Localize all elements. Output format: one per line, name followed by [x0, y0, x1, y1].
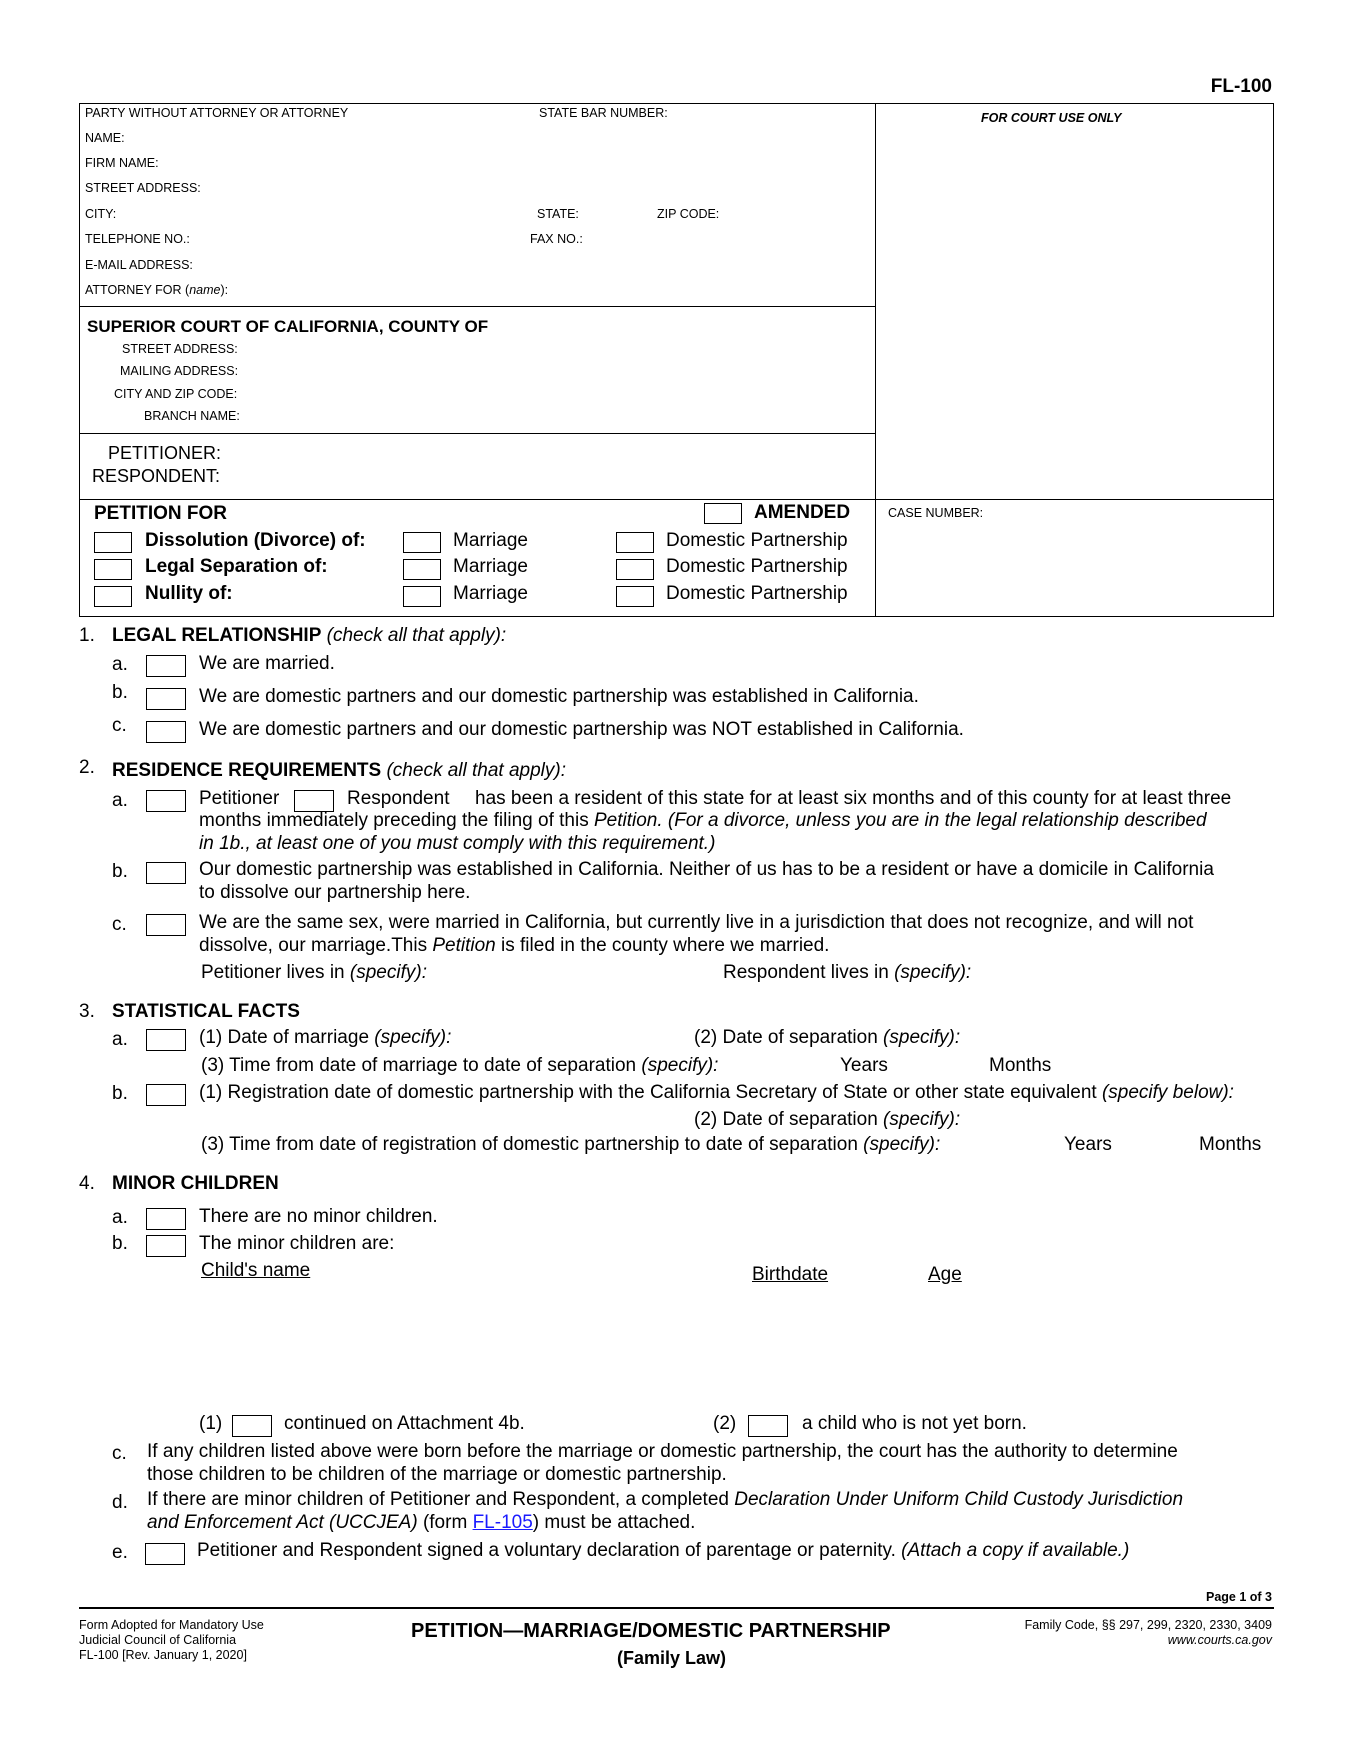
- col-childs-name: Child's name: [201, 1260, 311, 1281]
- nullity-label: Nullity of:: [145, 583, 233, 604]
- s2a-text: has been a resident of this state for at least six months and of this county for at least three: [475, 788, 1232, 809]
- s4b-checkbox[interactable]: [146, 1235, 186, 1257]
- separation-dp-label: Domestic Partnership: [666, 556, 848, 577]
- s2c-checkbox[interactable]: [146, 914, 186, 936]
- s1a-text: We are married.: [199, 653, 335, 674]
- s3-heading: STATISTICAL FACTS: [112, 1001, 300, 1022]
- attorney-for-label[interactable]: ATTORNEY FOR (name):: [85, 283, 229, 297]
- zip-code-label[interactable]: ZIP CODE:: [657, 207, 720, 221]
- s2a-checkbox[interactable]: [146, 790, 186, 812]
- separation-dp-checkbox[interactable]: [616, 559, 654, 580]
- continued-attachment-checkbox[interactable]: [232, 1415, 272, 1437]
- separation-marriage-checkbox[interactable]: [403, 559, 441, 580]
- s4e-checkbox[interactable]: [145, 1543, 185, 1565]
- respondent-lives-in[interactable]: Respondent lives in (specify):: [723, 962, 972, 983]
- s1c-text: We are domestic partners and our domestic partnership was NOT established in California.: [199, 719, 964, 740]
- col-age: Age: [928, 1264, 962, 1285]
- code-citation: Family Code, §§ 297, 299, 2320, 2330, 3409 www.courts.ca.gov: [1024, 1618, 1272, 1647]
- s1b-checkbox[interactable]: [146, 688, 186, 710]
- s2-heading: RESIDENCE REQUIREMENTS (check all that apply):: [112, 760, 567, 781]
- city-label[interactable]: CITY:: [85, 207, 117, 221]
- nullity-dp-label: Domestic Partnership: [666, 583, 848, 604]
- nullity-dp-checkbox[interactable]: [616, 586, 654, 607]
- s3b-checkbox[interactable]: [146, 1084, 186, 1106]
- party-label: PARTY WITHOUT ATTORNEY OR ATTORNEY: [85, 106, 349, 120]
- dissolution-marriage-label: Marriage: [453, 530, 528, 551]
- legal-separation-checkbox[interactable]: [94, 559, 132, 580]
- dissolution-checkbox[interactable]: [94, 532, 132, 553]
- court-street-label[interactable]: STREET ADDRESS:: [122, 342, 238, 356]
- s2a-respondent-checkbox[interactable]: [294, 790, 334, 812]
- s1c-checkbox[interactable]: [146, 721, 186, 743]
- petitioner-lives-in[interactable]: Petitioner lives in (specify):: [201, 962, 427, 983]
- name-label[interactable]: NAME:: [85, 131, 125, 145]
- s3a-checkbox[interactable]: [146, 1029, 186, 1051]
- amended-checkbox[interactable]: [704, 503, 742, 524]
- fax-label[interactable]: FAX NO.:: [530, 232, 583, 246]
- date-of-separation-a[interactable]: (2) Date of separation (specify):: [694, 1027, 961, 1048]
- state-label[interactable]: STATE:: [537, 207, 579, 221]
- adoption-note: Form Adopted for Mandatory Use Judicial Council of California FL-100 [Rev. January 1, 2020]: [79, 1618, 264, 1662]
- form-id: FL-100: [1210, 76, 1272, 97]
- form-subtitle: (Family Law): [617, 1648, 727, 1668]
- date-of-separation-b[interactable]: (2) Date of separation (specify):: [694, 1109, 961, 1130]
- time-marriage-to-separation[interactable]: (3) Time from date of marriage to date of separation (specify):: [201, 1055, 719, 1076]
- fl-105-link[interactable]: FL-105: [472, 1512, 533, 1533]
- s4-heading: MINOR CHILDREN: [112, 1173, 279, 1194]
- s2b-checkbox[interactable]: [146, 862, 186, 884]
- page-number: Page 1 of 3: [1206, 1590, 1272, 1604]
- s1-number: 1.: [79, 625, 95, 646]
- registration-date[interactable]: (1) Registration date of domestic partnership with the California Secretary of State or other state equivalent (specify below):: [199, 1082, 1234, 1103]
- respondent-label[interactable]: RESPONDENT:: [92, 466, 221, 486]
- nullity-marriage-checkbox[interactable]: [403, 586, 441, 607]
- petition-for-title: PETITION FOR: [94, 503, 227, 524]
- court-city-label[interactable]: CITY AND ZIP CODE:: [114, 387, 238, 401]
- case-number-label[interactable]: CASE NUMBER:: [888, 506, 984, 520]
- s1b-text: We are domestic partners and our domestic partnership was established in California.: [199, 686, 919, 707]
- street-address-label[interactable]: STREET ADDRESS:: [85, 181, 201, 195]
- dissolution-dp-checkbox[interactable]: [616, 532, 654, 553]
- dissolution-label: Dissolution (Divorce) of:: [145, 530, 366, 551]
- petitioner-label[interactable]: PETITIONER:: [108, 443, 222, 463]
- nullity-checkbox[interactable]: [94, 586, 132, 607]
- time-registration-to-separation[interactable]: (3) Time from date of registration of domestic partnership to date of separation (specify):: [201, 1134, 941, 1155]
- amended-label: AMENDED: [754, 502, 851, 523]
- telephone-label[interactable]: TELEPHONE NO.:: [85, 232, 190, 246]
- unborn-child-checkbox[interactable]: [748, 1415, 788, 1437]
- nullity-marriage-label: Marriage: [453, 583, 528, 604]
- date-of-marriage[interactable]: (1) Date of marriage (specify):: [199, 1027, 452, 1048]
- s4a-checkbox[interactable]: [146, 1208, 186, 1230]
- s1-heading: LEGAL RELATIONSHIP (check all that apply):: [112, 625, 507, 646]
- legal-separation-label: Legal Separation of:: [145, 556, 328, 577]
- court-mailing-label[interactable]: MAILING ADDRESS:: [120, 364, 239, 378]
- s1a-checkbox[interactable]: [146, 655, 186, 677]
- form-title: PETITION—MARRIAGE/DOMESTIC PARTNERSHIP: [411, 1620, 891, 1642]
- email-label[interactable]: E-MAIL ADDRESS:: [85, 258, 193, 272]
- firm-name-label[interactable]: FIRM NAME:: [85, 156, 159, 170]
- caption-divider: [875, 103, 876, 617]
- court-title: SUPERIOR COURT OF CALIFORNIA, COUNTY OF: [87, 317, 489, 336]
- court-branch-label[interactable]: BRANCH NAME:: [144, 409, 240, 423]
- col-birthdate: Birthdate: [752, 1264, 829, 1285]
- court-use-only: FOR COURT USE ONLY: [981, 111, 1122, 125]
- state-bar-label: STATE BAR NUMBER:: [539, 106, 668, 120]
- courts-site-link[interactable]: www.courts.ca.gov: [1167, 1633, 1272, 1647]
- dissolution-dp-label: Domestic Partnership: [666, 530, 848, 551]
- separation-marriage-label: Marriage: [453, 556, 528, 577]
- dissolution-marriage-checkbox[interactable]: [403, 532, 441, 553]
